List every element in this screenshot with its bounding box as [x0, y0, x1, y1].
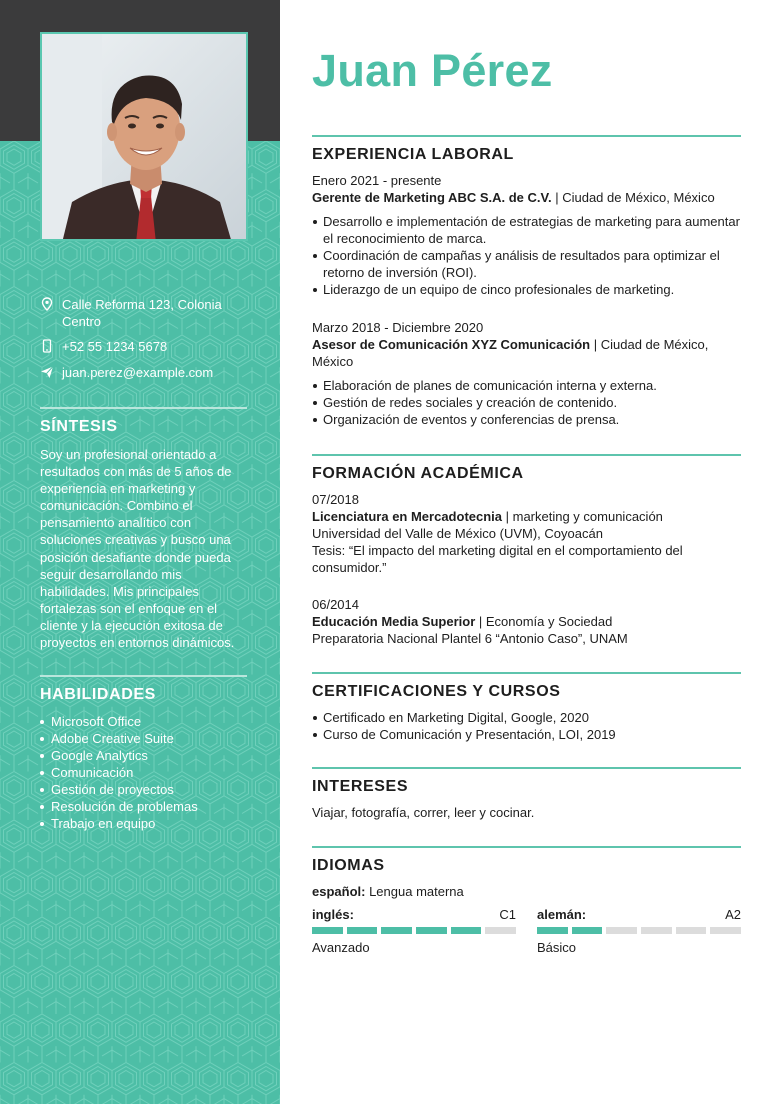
- level-segment: [451, 927, 482, 934]
- contact-email: [40, 364, 250, 381]
- language-code: C1: [499, 907, 516, 922]
- certifications-list: [312, 709, 742, 743]
- language-level-bar: [312, 927, 516, 934]
- education-field: | Economía y Sociedad: [475, 614, 613, 629]
- list-item: Trabajo en equipo: [40, 815, 198, 832]
- job-title-line: [312, 336, 742, 370]
- job-title-line: [312, 189, 742, 206]
- email-link[interactable]: juan.perez@example.com: [62, 365, 214, 380]
- job-dates: Enero 2021 - presente: [312, 173, 442, 188]
- interests-text: Viajar, fotografía, correr, leer y cocinar.: [312, 805, 535, 820]
- education-entry: [312, 491, 742, 576]
- education-school: Universidad del Valle de México (UVM), Coyoacán: [312, 526, 603, 541]
- job-duties: [312, 377, 742, 428]
- contact-phone: [40, 338, 250, 355]
- job-location: | Ciudad de México, México: [551, 190, 715, 205]
- summary-text: Soy un profesional orientado a resultados con más de 5 años de experiencia en marketing y comunicación. Combino el pensamiento analítico con soluciones creativas y busco una posición desafiante donde pueda seguir desarrollando mis habilidades. Mis principales fortalezas son el enfoque en el cliente y la ejecución exitosa de proyectos en entornos dinámicos.: [40, 447, 235, 651]
- level-segment: [606, 927, 637, 934]
- send-icon: [40, 365, 54, 379]
- level-segment: [676, 927, 707, 934]
- job-role: Asesor de Comunicación XYZ Comunicación: [312, 337, 591, 352]
- job-role: Gerente de Marketing ABC S.A. de C.V.: [312, 190, 552, 205]
- education-degree-line: [312, 508, 742, 525]
- section-divider: [312, 454, 741, 456]
- list-item: Adobe Creative Suite: [40, 730, 198, 747]
- level-segment: [572, 927, 603, 934]
- location-pin-icon: [40, 297, 54, 311]
- list-item: Comunicación: [40, 764, 198, 781]
- language-german: [537, 906, 741, 956]
- languages-heading: IDIOMAS: [312, 857, 385, 874]
- list-item: Google Analytics: [40, 747, 198, 764]
- list-item: Certificado en Marketing Digital, Google, 2020: [312, 709, 742, 726]
- candidate-name: Juan Pérez: [312, 45, 553, 96]
- list-item: Coordinación de campañas y análisis de resultados para optimizar el retorno de inversión (ROI).: [312, 247, 742, 281]
- phone-text: +52 55 1234 5678: [62, 339, 168, 354]
- job-entry: [312, 172, 742, 298]
- section-divider: [312, 135, 741, 137]
- language-level: Básico: [537, 940, 577, 955]
- skills-list: [40, 713, 198, 832]
- language-name: inglés:: [312, 907, 354, 922]
- list-item: Elaboración de planes de comunicación interna y externa.: [312, 377, 742, 394]
- job-location: | Ciudad de México, México: [312, 337, 709, 369]
- language-english: [312, 906, 516, 956]
- list-item: Resolución de problemas: [40, 798, 198, 815]
- education-school: Preparatoria Nacional Plantel 6 “Antonio Caso”, UNAM: [312, 631, 628, 646]
- level-segment: [485, 927, 516, 934]
- list-item: Desarrollo e implementación de estrategias de marketing para aumentar el reconocimiento de marca.: [312, 213, 742, 247]
- native-language: [312, 883, 742, 900]
- level-segment: [710, 927, 741, 934]
- level-segment: [416, 927, 447, 934]
- education-date: 07/2018: [312, 492, 359, 507]
- level-segment: [347, 927, 378, 934]
- address-text: Calle Reforma 123, Colonia Centro: [62, 297, 222, 329]
- list-item: Gestión de proyectos: [40, 781, 198, 798]
- education-degree: Educación Media Superior: [312, 614, 476, 629]
- list-item: Microsoft Office: [40, 713, 198, 730]
- phone-icon: [40, 339, 54, 353]
- language-level: Avanzado: [312, 940, 370, 955]
- sidebar: [0, 0, 280, 1104]
- language-name: alemán:: [537, 907, 587, 922]
- job-dates: Marzo 2018 - Diciembre 2020: [312, 320, 484, 335]
- section-divider: [312, 767, 741, 769]
- language-level-bar: [537, 927, 741, 934]
- native-language-value: Lengua materna: [365, 884, 464, 899]
- sidebar-divider: [40, 407, 247, 409]
- section-divider: [312, 672, 741, 674]
- language-code: A2: [725, 907, 741, 922]
- interests-heading: INTERESES: [312, 778, 409, 795]
- certifications-heading: CERTIFICACIONES Y CURSOS: [312, 683, 561, 700]
- list-item: Liderazgo de un equipo de cinco profesionales de marketing.: [312, 281, 742, 298]
- education-entry: [312, 596, 742, 647]
- summary-heading: SÍNTESIS: [40, 418, 118, 435]
- education-degree-line: [312, 613, 742, 630]
- job-entry: [312, 319, 742, 428]
- skills-heading: HABILIDADES: [40, 686, 156, 703]
- experience-heading: EXPERIENCIA LABORAL: [312, 146, 514, 163]
- job-duties: [312, 213, 742, 298]
- education-heading: FORMACIÓN ACADÉMICA: [312, 465, 524, 482]
- education-degree: Licenciatura en Mercadotecnia: [312, 509, 503, 524]
- native-language-label: español:: [312, 884, 366, 899]
- profile-photo: [40, 32, 248, 241]
- section-divider: [312, 846, 741, 848]
- list-item: Organización de eventos y conferencias de prensa.: [312, 411, 742, 428]
- level-segment: [641, 927, 672, 934]
- education-thesis: Tesis: “El impacto del marketing digital en el comportamiento del consumidor.”: [312, 543, 683, 575]
- level-segment: [312, 927, 343, 934]
- contact-address: [40, 296, 250, 330]
- education-date: 06/2014: [312, 597, 359, 612]
- level-segment: [537, 927, 568, 934]
- level-segment: [381, 927, 412, 934]
- list-item: Curso de Comunicación y Presentación, LOI, 2019: [312, 726, 742, 743]
- list-item: Gestión de redes sociales y creación de contenido.: [312, 394, 742, 411]
- education-field: | marketing y comunicación: [502, 509, 663, 524]
- sidebar-divider: [40, 675, 247, 677]
